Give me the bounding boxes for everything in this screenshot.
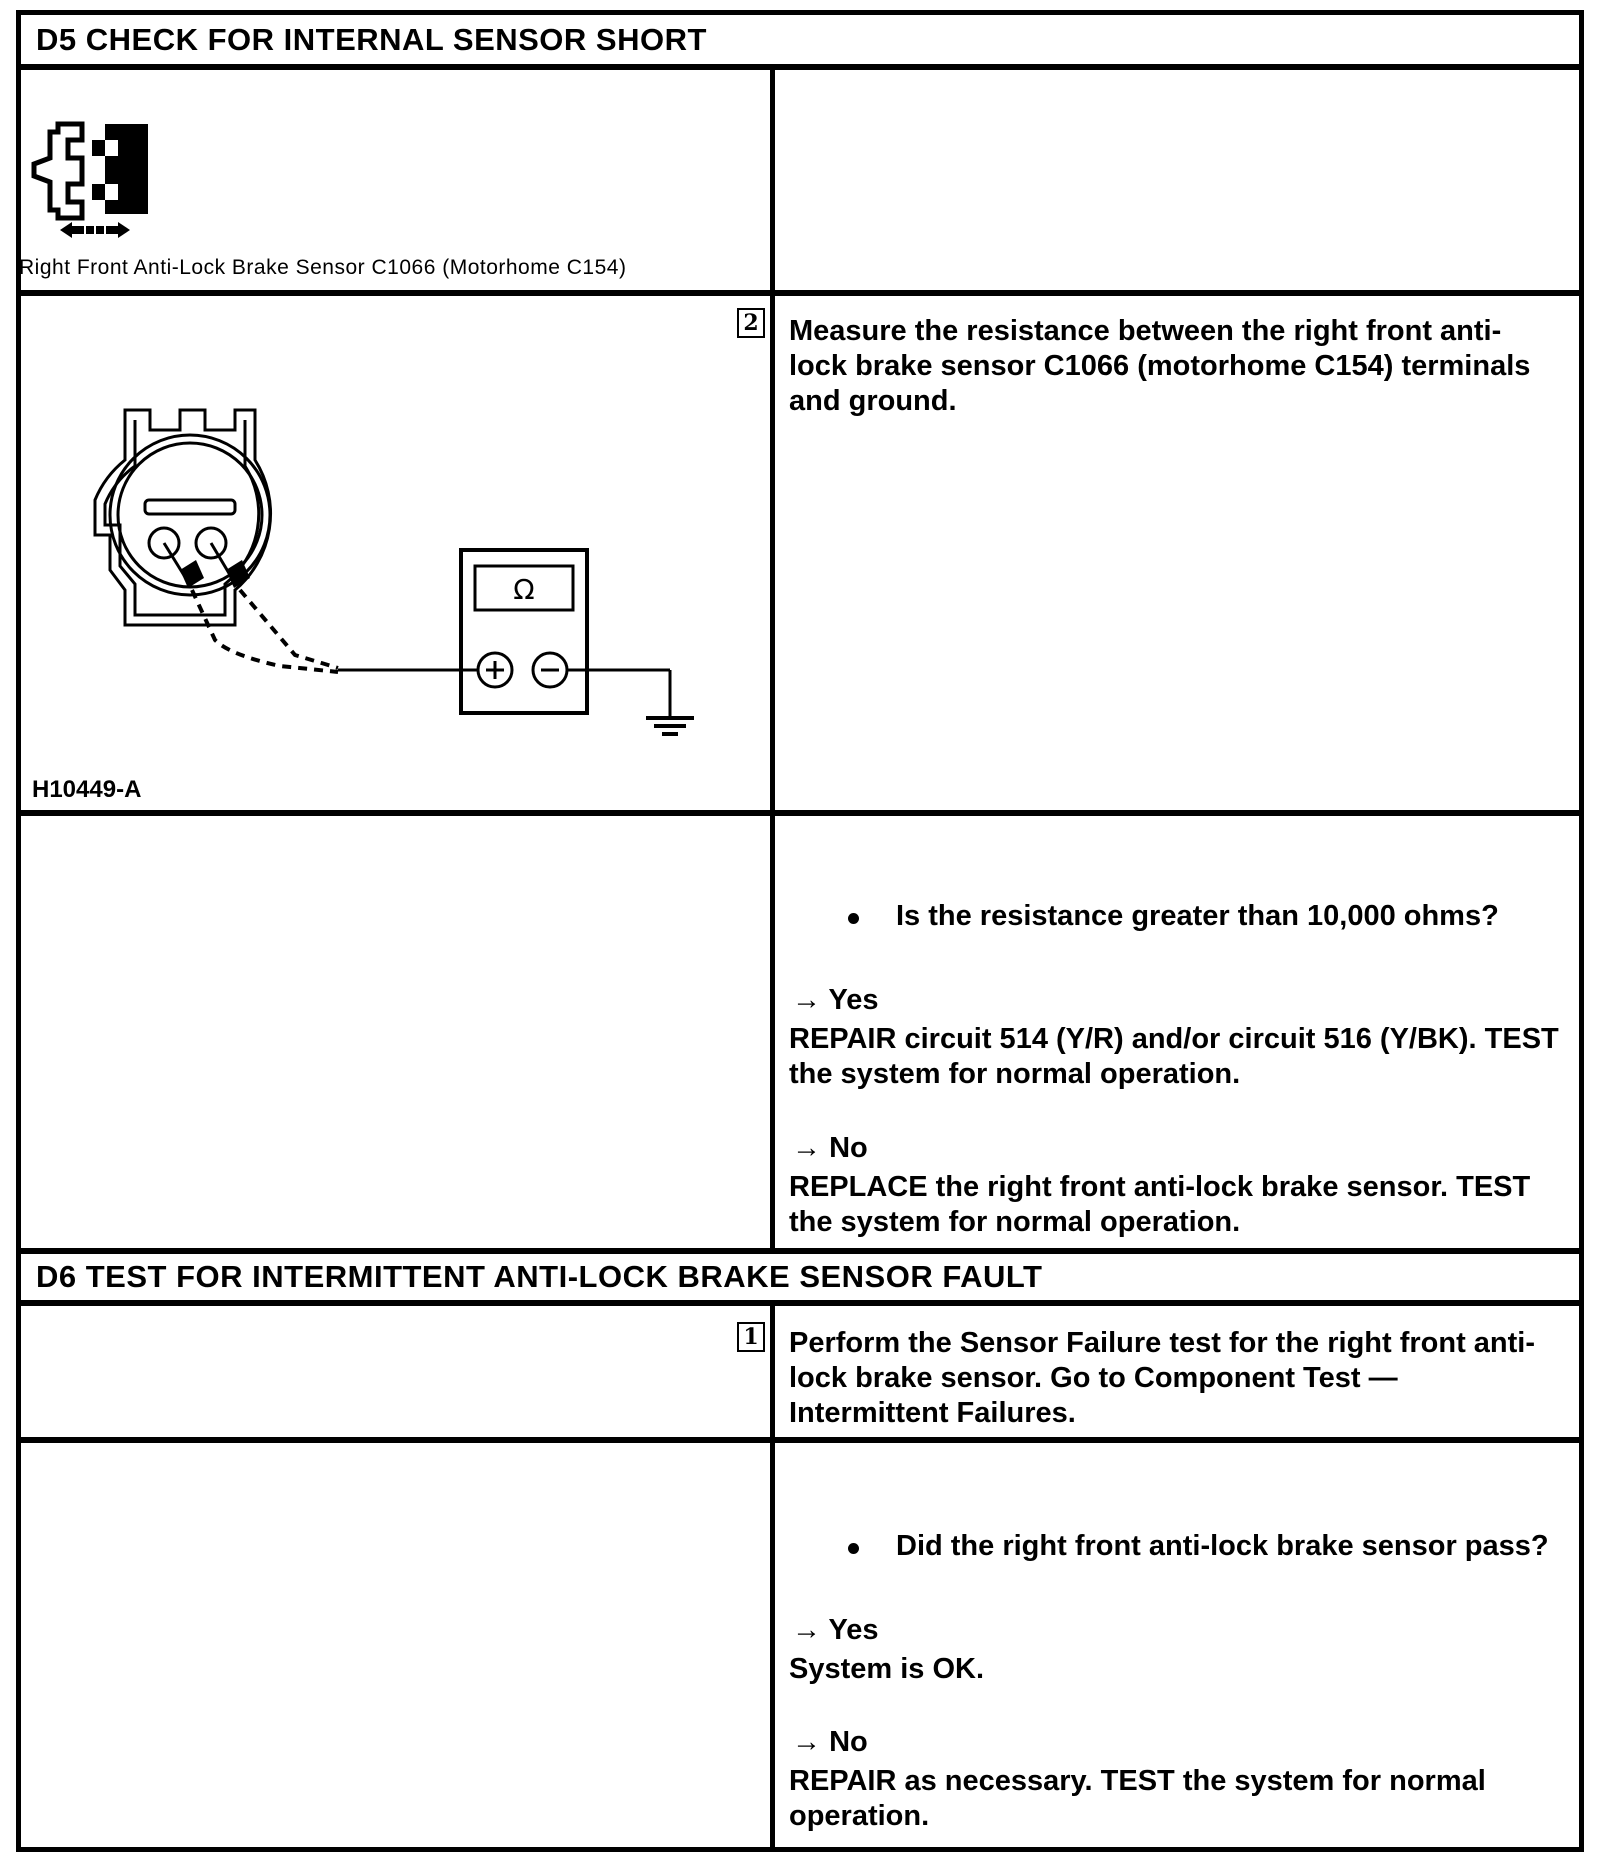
d6-question: Did the right front anti-lock brake sensor pass? [896,1530,1549,1562]
d5-yes-text: REPAIR circuit 514 (Y/R) and/or circuit 516 (Y/BK). TEST the system for normal operation. [789,1023,1559,1090]
connector-disconnect-icon [30,118,160,243]
d6-no-label: No [829,1726,868,1758]
d5-no-heading [792,1132,868,1165]
d6-no-heading [792,1726,868,1759]
d5-yes-label: Yes [828,984,879,1016]
row-divider [16,1300,1584,1306]
ohmmeter-diagram [80,400,720,760]
d5-section-title: D5 CHECK FOR INTERNAL SENSOR SHORT [36,22,707,57]
row-divider [16,810,1584,816]
d6-yes-label: Yes [828,1614,879,1646]
d5-no-label: No [829,1132,868,1164]
d6-instruction: Perform the Sensor Failure test for the right front anti-lock brake sensor. Go to Component Test — Intermittent Failures. [789,1327,1536,1429]
arrow-icon: → [792,1614,821,1646]
column-divider [770,1304,775,1852]
d6-section-title: D6 TEST FOR INTERMITTENT ANTI-LOCK BRAKE SENSOR FAULT [36,1259,1043,1294]
bullet-icon [848,913,859,924]
row-divider [16,1248,1584,1254]
row-divider [16,1437,1584,1443]
arrow-icon: → [792,984,821,1016]
row-divider [16,64,1584,70]
arrow-icon: → [792,1726,821,1758]
bullet-icon [848,1543,859,1554]
d6-yes-text: System is OK. [789,1653,985,1685]
step-number-badge: 1 [737,1322,765,1352]
d5-instruction: Measure the resistance between the right front anti-lock brake sensor C1066 (motorhome C154) terminals and ground. [789,315,1531,417]
d5-no-text: REPLACE the right front anti-lock brake sensor. TEST the system for normal operation. [789,1171,1531,1238]
row-divider [16,290,1584,296]
d5-yes-heading [792,984,879,1017]
d5-question: Is the resistance greater than 10,000 ohms? [896,900,1499,932]
column-divider [770,68,775,1250]
meter-ohm-symbol: Ω [513,573,535,606]
arrow-icon: → [792,1132,821,1164]
d6-yes-heading [792,1614,879,1647]
figure-id: H10449-A [32,776,142,803]
connector-caption: Right Front Anti-Lock Brake Sensor C1066 (Motorhome C154) [19,256,627,279]
step-number-badge: 2 [737,308,765,338]
d6-no-text: REPAIR as necessary. TEST the system for normal operation. [789,1765,1486,1832]
